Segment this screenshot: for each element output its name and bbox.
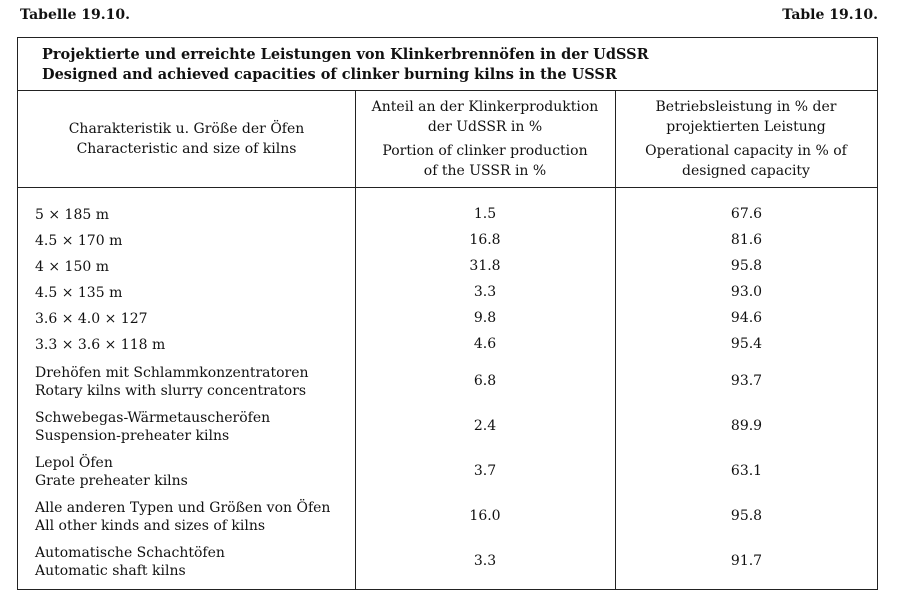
header-portion xyxy=(355,91,615,187)
header-portion-de-1: Anteil an der Klinkerproduktion xyxy=(371,99,599,115)
header-portion-en-2: of the USSR in % xyxy=(423,163,547,179)
capacity-cell: 95.4 xyxy=(730,336,763,352)
caption-english: Designed and achieved capacities of clinker burning kilns in the USSR xyxy=(42,66,617,83)
kiln-type-de: 4 × 150 m xyxy=(35,259,109,275)
kiln-type-en: Automatic shaft kilns xyxy=(35,563,186,579)
portion-cell: 16.8 xyxy=(469,232,501,248)
header-capacity-en-1: Operational capacity in % of xyxy=(645,143,847,159)
portion-cell: 3.7 xyxy=(473,463,497,479)
table-number-de: Tabelle 19.10. xyxy=(20,7,130,23)
kiln-type-cell xyxy=(35,409,345,445)
kiln-type-en: All other kinds and sizes of kilns xyxy=(35,518,266,534)
capacity-cell: 67.6 xyxy=(730,206,763,222)
kiln-type-cell xyxy=(35,258,345,276)
kiln-type-de: 4.5 × 135 m xyxy=(35,285,123,301)
kiln-type-cell xyxy=(35,364,345,400)
kiln-type-de: Schwebegas-Wärmetauscheröfen xyxy=(35,410,271,426)
kiln-type-de: 5 × 185 m xyxy=(35,207,109,223)
header-capacity xyxy=(615,91,877,187)
table-caption xyxy=(18,38,877,91)
portion-cell: 6.8 xyxy=(473,373,497,389)
capacity-cell: 94.6 xyxy=(730,310,763,326)
kiln-type-cell xyxy=(35,336,345,354)
kiln-type-en: Rotary kilns with slurry concentrators xyxy=(35,383,307,399)
data-table xyxy=(17,37,878,590)
kiln-type-de: Automatische Schachtöfen xyxy=(35,545,225,561)
capacity-cell: 93.7 xyxy=(730,373,763,389)
header-capacity-en-2: designed capacity xyxy=(682,163,810,179)
header-portion-de-2: der UdSSR in % xyxy=(427,119,543,135)
portion-cell: 1.5 xyxy=(473,206,497,222)
header-kiln-type xyxy=(18,91,355,187)
caption-german: Projektierte und erreichte Leistungen von Klinkerbrennöfen in der UdSSR xyxy=(42,46,649,63)
capacity-cell: 89.9 xyxy=(730,418,763,434)
portion-cell: 2.4 xyxy=(473,418,497,434)
kiln-type-cell xyxy=(35,454,345,490)
header-kiln-type-en: Characteristic and size of kilns xyxy=(76,141,297,157)
kiln-type-en: Suspension-preheater kilns xyxy=(35,428,230,444)
portion-cell: 3.3 xyxy=(473,553,497,569)
portion-cell: 9.8 xyxy=(473,310,497,326)
kiln-type-cell xyxy=(35,284,345,302)
header-portion-en-1: Portion of clinker production xyxy=(382,143,588,159)
kiln-type-en: Grate preheater kilns xyxy=(35,473,188,489)
portion-cell: 31.8 xyxy=(469,258,501,274)
kiln-type-de: Drehöfen mit Schlammkonzentratoren xyxy=(35,365,309,381)
capacity-cell: 95.8 xyxy=(730,508,763,524)
capacity-cell: 91.7 xyxy=(730,553,763,569)
kiln-type-cell xyxy=(35,206,345,224)
kiln-type-de: 3.3 × 3.6 × 118 m xyxy=(35,337,166,353)
header-kiln-type-de: Charakteristik u. Größe der Öfen xyxy=(68,121,305,137)
kiln-type-de: 4.5 × 170 m xyxy=(35,233,123,249)
portion-cell: 4.6 xyxy=(473,336,497,352)
kiln-type-cell xyxy=(35,499,345,535)
header-divider xyxy=(18,187,877,188)
kiln-type-cell xyxy=(35,310,345,328)
table-number-en: Table 19.10. xyxy=(782,7,878,23)
portion-cell: 3.3 xyxy=(473,284,497,300)
kiln-type-cell xyxy=(35,544,345,580)
portion-cell: 16.0 xyxy=(469,508,501,524)
capacity-cell: 81.6 xyxy=(730,232,763,248)
kiln-type-de: Lepol Öfen xyxy=(35,455,113,471)
header-capacity-de-1: Betriebsleistung in % der xyxy=(655,99,837,115)
kiln-type-cell xyxy=(35,232,345,250)
capacity-cell: 93.0 xyxy=(730,284,763,300)
kiln-type-de: Alle anderen Typen und Größen von Öfen xyxy=(35,500,331,516)
capacity-cell: 63.1 xyxy=(730,463,763,479)
kiln-type-de: 3.6 × 4.0 × 127 xyxy=(35,311,148,327)
capacity-cell: 95.8 xyxy=(730,258,763,274)
header-capacity-de-2: projektierten Leistung xyxy=(666,119,826,135)
